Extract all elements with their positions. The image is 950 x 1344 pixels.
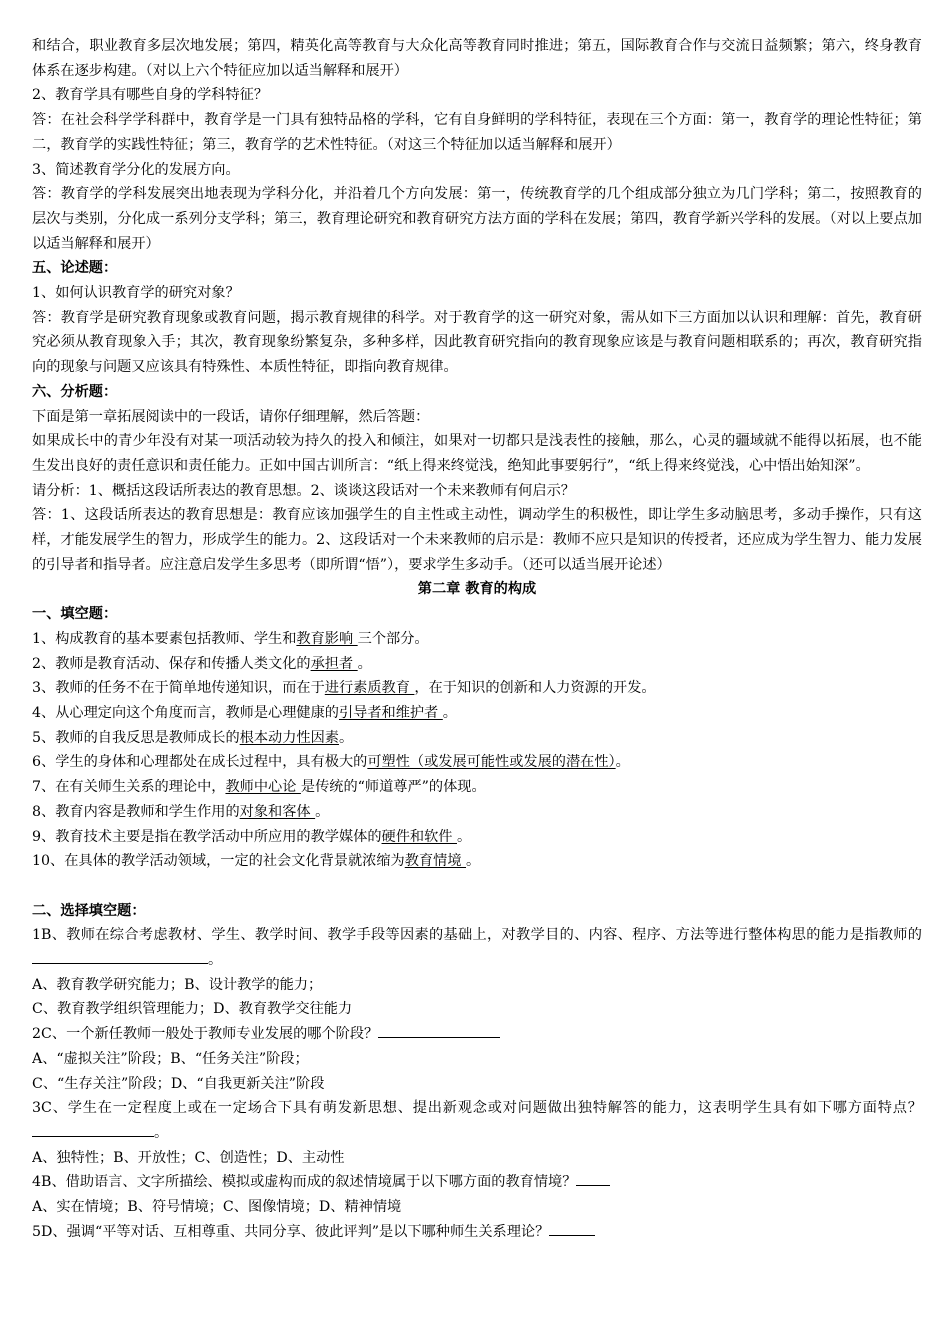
analysis-answer: 答：1、这段话所表达的教育思想是：教育应该加强学生的自主性或主动性，调动学生的积极性，即让学生多动脑思考，多动手操作，只有这样，才能发展学生的智力，形成学生的能力。2、这段话对一个未来教师的启示是：教师不应只是知识的传授者，还应成为学生智力、能力发展的引导者和指导者。应注意启发学生多思考（即所谓“悟”），要求学生多动手。（还可以适当展开论述） [32,507,922,573]
fill-blank-answer: 教师中心论 [225,779,301,796]
fill-blank-suffix: 。 [466,853,481,870]
multiple-choice-list [32,923,922,1244]
fill-blank-answer: 教育影响 [296,630,358,647]
fill-blank-answer: 对象和客体 [239,803,316,820]
fill-blank-suffix: 。 [315,803,330,820]
choice-question-stem [32,1220,922,1245]
fill-blank-item [32,849,922,874]
essay-answer-1: 答：教育学是研究教育现象或教育问题，揭示教育规律的科学。对于教育学的这一研究对象，需从如下三方面加以认识和理解：首先，教育研究必须从教育现象入手；其次，教育现象纷繁复杂，多种多样，因此教育研究指向的教育现象应该是与教育问题相联系的；再次，教育研究指向的现象与问题又应该具有特殊性、本质性特征，即指向教育规律。 [32,309,922,376]
analysis-passage: 如果成长中的青少年没有对某一项活动较为持久的投入和倾注，如果对一切都只是浅表性的接触，那么，心灵的疆域就不能得以拓展，也不能生发出良好的责任意识和责任能力。正如中国古训所言：“纸上得来终觉浅，绝知此事要躬行”，“纸上得来终觉浅，心中悟出始知深”。 [32,433,922,474]
paragraph-q1-tail: 和结合，职业教育多层次地发展；第四，精英化高等教育与大众化高等教育同时推进；第五，国际教育合作与交流日益频繁；第六，终身教育体系在逐步构建。（对以上六个特征应加以适当解释和展开） [32,38,922,79]
choice-options-line: C、教育教学组织管理能力；D、教育教学交往能力 [32,1001,353,1018]
section-heading-multiple-choice: 二、选择填空题： [32,902,146,919]
spacer [32,874,922,899]
question-2: 2、教育学具有哪些自身的学科特征？ [32,87,269,104]
choice-question-text: 3C、学生在一定程度上或在一定场合下具有萌发新思想、提出新观念或对问题做出独特解答的能力，这表明学生具有如下哪方面特点？ [32,1100,922,1117]
essay-question-1: 1、如何认识教育学的研究对象？ [32,285,240,302]
fill-blank-item [32,627,922,652]
fill-blank-answer: 教育情境 [404,853,467,870]
fill-blank-suffix: 是传统的“师道尊严”的体现。 [300,779,486,796]
choice-question-stem [32,1096,922,1145]
fill-blank-item [32,750,922,775]
fill-blank-item [32,701,922,726]
fill-blank-answer: 可塑性（或发展可能性或发展的潜在性） [367,754,616,771]
fill-blank-prompt: 7、在有关师生关系的理论中， [32,779,226,796]
question-3: 3、简述教育学分化的发展方向。 [32,161,240,178]
choice-question-text: 4B、借助语言、文字所描绘、模拟或虚构而成的叙述情境属于以下哪方面的教育情境？ [32,1174,577,1191]
fill-blank-item [32,676,922,701]
choice-options-line: A、“虚拟关注”阶段；B、“任务关注”阶段； [32,1050,309,1067]
fill-blank-answer: 根本动力性因素 [239,729,339,746]
analysis-intro: 下面是第一章拓展阅读中的一段话，请你仔细理解，然后答题： [32,408,430,425]
answer-blank-line [378,1022,500,1038]
fill-blank-suffix: 。 [338,729,354,746]
choice-question-stem [32,923,922,972]
fill-blank-answer: 承担者 [310,655,358,672]
choice-question-text: 1B、教师在综合考虑教材、学生、教学时间、教学手段等因素的基础上，对教学目的、内容、程序、方法等进行整体构思的能力是指教师的 [32,927,922,944]
choice-question-text: 5D、强调“平等对话、互相尊重、共同分享、彼此评判”是以下哪种师生关系理论？ [32,1223,550,1240]
fill-blank-prompt: 6、学生的身体和心理都处在成长过程中，具有极大的 [32,754,368,771]
fill-blank-answer: 进行素质教育 [324,680,415,697]
fill-blank-suffix: 。 [442,704,457,721]
fill-blank-suffix: 。 [357,655,372,672]
fill-blank-prompt: 10、在具体的教学活动领域，一定的社会文化背景就浓缩为 [32,853,405,870]
fill-blank-item [32,726,922,751]
answer-blank-line [32,1121,154,1137]
choice-options-line: A、实在情境；B、符号情境；C、图像情境；D、精神情境 [32,1199,402,1216]
fill-blank-prompt: 5、教师的自我反思是教师成长的 [32,729,240,746]
choice-options-line: A、教育教学研究能力；B、设计教学的能力； [32,976,323,993]
answer-2: 答：在社会科学学科群中，教育学是一门具有独特品格的学科，它有自身鲜明的学科特征，表现在三个方面：第一，教育学的理论性特征；第二，教育学的实践性特征；第三，教育学的艺术性特征。（对这三个特征加以适当解释和展开） [32,112,922,153]
fill-blank-suffix: ，在于知识的创新和人力资源的开发。 [414,680,656,697]
fill-blank-prompt: 1、构成教育的基本要素包括教师、学生和 [32,630,297,647]
fill-blank-prompt: 9、教育技术主要是指在教学活动中所应用的教学媒体的 [32,828,382,845]
fill-blank-suffix: 三个部分。 [357,630,429,647]
fill-blank-suffix: 。 [615,754,630,771]
fill-blank-prompt: 3、教师的任务不在于简单地传递知识，而在于 [32,680,325,697]
section-heading-essay: 五、论述题： [32,260,118,277]
choice-options-line: C、“生存关注”阶段；D、“自我更新关注”阶段 [32,1075,325,1092]
choice-question-stem [32,1170,922,1195]
choice-question-stem [32,1022,922,1047]
choice-question-end: 。 [154,1124,169,1141]
document-page [32,34,922,1244]
section-heading-analysis: 六、分析题： [32,383,118,400]
choice-question-text: 2C、一个新任教师一般处于教师专业发展的哪个阶段？ [32,1026,379,1043]
chapter-title: 第二章 教育的构成 [417,581,537,598]
answer-3: 答：教育学的学科发展突出地表现为学科分化，并沿着几个方向发展：第一，传统教育学的几个组成部分独立为几门学科；第二，按照教育的层次与类别，分化成一系列分支学科；第三，教育理论研究和教育研究方法方面的学科在发展；第四，教育学新兴学科的发展。（对以上要点加以适当解释和展开） [32,186,922,252]
fill-blank-suffix: 。 [456,828,472,845]
answer-blank-line [549,1220,595,1236]
section-heading-fill-blank: 一、填空题： [32,606,118,623]
fill-blank-prompt: 2、教师是教育活动、保存和传播人类文化的 [32,655,311,672]
analysis-question: 请分析：1、概括这段话所表达的教育思想。2、谈谈这段话对一个未来教师有何启示？ [32,482,575,499]
fill-blank-prompt: 8、教育内容是教师和学生作用的 [32,803,240,820]
fill-blank-answer: 硬件和软件 [381,828,457,845]
fill-blank-prompt: 4、从心理定向这个角度而言，教师是心理健康的 [32,704,339,721]
choice-question-end: 。 [208,952,223,968]
answer-blank-line [32,948,208,964]
fill-blank-list [32,627,922,874]
choice-options-line: A、独特性；B、开放性；C、创造性；D、主动性 [32,1149,345,1166]
fill-blank-answer: 引导者和维护者 [338,704,443,721]
answer-blank-line [576,1170,610,1186]
fill-blank-item [32,652,922,677]
fill-blank-item [32,825,922,850]
fill-blank-item [32,775,922,800]
fill-blank-item [32,800,922,825]
